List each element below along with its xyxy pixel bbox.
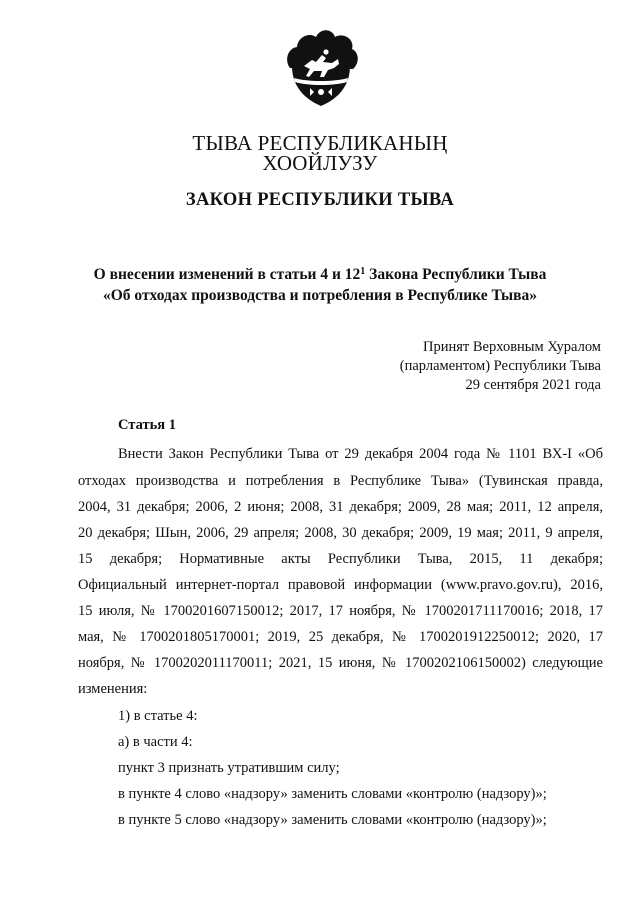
article-line-9: ноября, № 1700202011170011; 2021, 15 июня, № 1700202106150002) следующие <box>78 655 603 671</box>
article-item-4: в пункте 4 слово «надзору» заменить словами «контролю (надзору)»; <box>118 786 547 802</box>
adoption-line-2: (парламентом) Республики Тыва <box>399 358 601 374</box>
law-title-line-1: О внесении изменений в статьи 4 и $12^1$ Закона Республики Тыва <box>93 266 547 283</box>
article-item-5: в пункте 5 слово «надзору» заменить словами «контролю (надзору)»; <box>118 812 547 828</box>
law-title-line-2: «Об отходах производства и потребления в Республике Тыва» <box>102 287 538 304</box>
article-line-4: 20 декабря; Шын, 2006, 29 апреля; 2008, 30 декабря; 2009, 19 мая; 2011, 9 апреля, <box>78 525 603 541</box>
republic-name-line-2: ХООЙЛУЗУ <box>262 151 378 175</box>
article-line-8: мая, № 1700201805170001; 2019, 25 декабря, № 1700201912250012; 2020, 17 <box>78 629 603 645</box>
article-line-5: 15 декабря; Нормативные акты Республики Тыва, 2015, 11 декабря; <box>78 551 603 567</box>
article-line-7: 15 июля, № 1700201607150012; 2017, 17 ноября, № 1700201711170016; 2018, 17 <box>78 603 603 619</box>
title-superscript: 1 <box>360 266 366 277</box>
article-item-2: а) в части 4: <box>118 734 193 750</box>
article-item-3: пункт 3 признать утратившим силу; <box>118 760 340 776</box>
adoption-line-1: Принят Верховным Хуралом <box>423 339 601 355</box>
republic-name-line-1: ТЫВА РЕСПУБЛИКАНЫҢ <box>192 131 448 155</box>
article-line-2: отходах производства и потребления в Республике Тыва» (Тувинская правда, <box>78 473 603 489</box>
law-title <box>0 264 640 306</box>
adoption-note <box>400 338 601 395</box>
article-line-10: изменения: <box>78 681 148 697</box>
law-heading: ЗАКОН РЕСПУБЛИКИ ТЫВА <box>185 190 455 210</box>
article-line-3: 2004, 31 декабря; 2006, 2 июня; 2008, 31 декабря; 2009, 28 мая; 2011, 12 апреля, <box>78 499 603 515</box>
article-item-1: 1) в статье 4: <box>118 708 198 724</box>
adoption-date: 29 сентября 2021 года <box>465 377 601 393</box>
article-heading: Статья 1 <box>118 417 176 433</box>
tuva-emblem-icon <box>282 22 360 110</box>
article-line-1: Внести Закон Республики Тыва от 29 декабря 2004 года № 1101 ВХ-I «Об <box>118 446 603 462</box>
article-line-6: Официальный интернет-портал правовой информации (www.pravo.gov.ru), 2016, <box>78 577 603 593</box>
